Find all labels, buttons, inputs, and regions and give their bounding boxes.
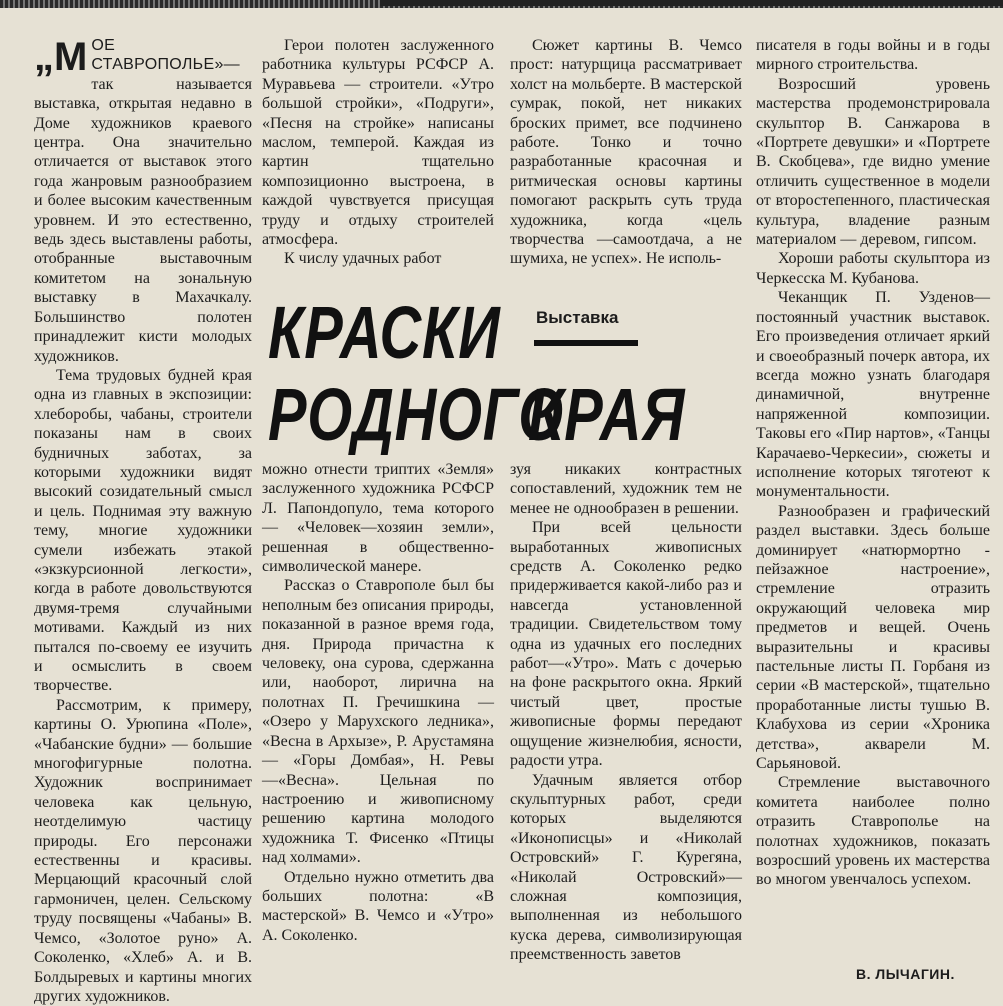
- paragraph: Чеканщик П. Узденов—постоянный участник выставок. Его произведения отличает яркий и своеобразный почерк автора, их всегда можно узнать благодаря динамичной, внутренне напряженной композиции. Таковы его «Пир нартов», «Танцы Карачаево-Черкесии», сюжеты и исполнение которых тяготеют к монументальности.: [756, 289, 990, 501]
- paragraph: Герои полотен заслуженного работника культуры РСФСР А. Муравьева — строители. «Утро большой стройки», «Подруги», «Песня на стройке» написаны маслом, темперой. Каждая из картин тщательно композиционно выстроена, в каждой чувствуется присущая труду и отдыху строителей атмосфера.: [262, 37, 494, 249]
- paragraph: Возросший уровень мастерства продемонстрировала скульптор В. Санжарова в «Портрете девушки» и «Портрете В. Скобцева», где видно умение отличить существенное в модели от второстепенного, пластическая культура, владение разным материалом — деревом, гипсом.: [756, 75, 990, 249]
- paragraph: Рассмотрим, к примеру, картины О. Урюпина «Поле», «Чабанские будни» — большие многофигурные полотна. Художник воспринимает человека как цельную, неотделимую частицу природы. Его персонажи естественны и красивы. Мерцающий красочный слой гармоничен, целен. Сельскому труду посвящены «Чабаны» В. Чемсо, «Золотое руно» А. Соколенко, «Хлеб» А. и В. Болдыревых и картины многих других художников.: [34, 696, 252, 1005]
- paragraph: При всей цельности выработанных живописных средств А. Соколенко редко придерживается какой-либо раз и навсегда установленной традиции. Свидетельством тому одна из удачных его последних работ—«Утро». Мать с дочерью на фоне раскрытого окна. Яркий чистый цвет, простые живописные формы передают ощущение жизнелюбия, ясности, радости утра.: [510, 519, 742, 770]
- author-signature: В. ЛЫЧАГИН.: [856, 966, 955, 982]
- paragraph: Хороши работы скульптора из Черкесска М. Кубанова.: [756, 250, 990, 287]
- paragraph: можно отнести триптих «Земля» заслуженного художника РСФСР Л. Папондопуло, тема которого — «Человек—хозяин земли», решенная в общественно-символической манере.: [262, 461, 494, 576]
- paragraph: Рассказ о Ставрополе был бы неполным без описания природы, показанной в разное время года, дня. Природа причастна к человеку, она сурова, сдержанна или, наоборот, лирична на полотнах П. Гречишкина — «Озеро у Марухского ледника», «Весна в Архызе», Р. Арустамяна — «Горы Домбая», Н. Ревы—«Весна». Цельная по настроению и живописному решению картина молодого художника Т. Фисенко «Птицы над холмами».: [262, 577, 494, 867]
- headline-line-1: КРАСКИ: [268, 291, 501, 374]
- article-column-2-bottom: [262, 460, 494, 945]
- paragraph: так называется выставка, открытая недавно в Доме художников краевого центра. Она значительно отличается от выставок этого года жанровым разнообразием и более высоким качественным уровнем. И это естественно, ведь здесь выставлены работы, отобранные выставочным комитетом на зональную выставку в Махачкалу. Большинство полотен принадлежит кисти молодых художников.: [34, 75, 252, 365]
- dropcap: „М: [34, 35, 88, 79]
- paragraph: Отдельно нужно отметить два больших полотна: «В мастерской» В. Чемсо и «Утро» А. Соколенко.: [262, 868, 494, 944]
- lead-caps: ОЕ СТАВРОПОЛЬЕ»—: [91, 37, 240, 74]
- page-top-bar: [380, 0, 1003, 6]
- paragraph: К числу удачных работ: [284, 250, 442, 268]
- article-column-2-top: [262, 36, 494, 269]
- paragraph: зуя никаких контрастных сопоставлений, художник тем не менее не однообразен в решении.: [510, 461, 742, 517]
- article-column-4: [756, 36, 990, 890]
- rubric-underline: [534, 340, 638, 346]
- headline-line-2: РОДНОГО: [268, 373, 564, 456]
- paragraph: Тема трудовых будней края одна из главных в экспозиции: хлеборобы, чабаны, строители показаны нам в своих будничных заботах, за которыми художники видят высокий созидательный смысл и цель. Поднимая эту важную тему, многие художники сумели избежать этакой «экзкурсионной легкости», когда в работе довольствуются двумя-тремя случайными мотивами. Каждый из них пытался по-своему ее изучить и осмыслить в своем творчестве.: [34, 366, 252, 695]
- lead-paragraph: [34, 36, 252, 366]
- paragraph: Сюжет картины В. Чемсо прост: натурщица рассматривает холст на мольберте. В мастерской сумрак, покой, нет никаких броских примет, все подчинено работе. Тонко и точно разработанные красочная и ритмическая основы картины помогают раскрыть суть труда художника, когда «цель творчества —самоотдача, а не шумиха, не успех». Не исполь-: [510, 37, 742, 268]
- paragraph: писателя в годы войны и в годы мирного строительства.: [756, 37, 990, 74]
- paragraph: Стремление выставочного комитета наиболее полно отразить Ставрополье на полотнах художников, показать возросший уровень их мастерства во многом увенчалось успехом.: [756, 774, 990, 889]
- paragraph: Разнообразен и графический раздел выставки. Здесь больше доминирует «натюрмортно - пейзажное настроение», стремление отразить окружающий человека мир предметов и вещей. Очень выразительны и красивы пастельные листы П. Горбаня из серии «В мастерской», тщательно проработанные листы тушью В. Клабухова из серии «Хроника детства», акварели М. Сарьяновой.: [756, 502, 990, 773]
- rubric-label: Выставка: [536, 308, 619, 327]
- headline-block: [262, 292, 742, 458]
- article-column-3-top: [510, 36, 742, 269]
- article-column-1: [34, 36, 252, 1006]
- article-column-3-bottom: [510, 460, 742, 965]
- headline-line-3: КРАЯ: [528, 373, 686, 456]
- paragraph: Удачным является отбор скульптурных работ, среди которых выделяются «Иконописцы» и «Николай Островский» Г. Курегяна, «Николай Островский»—сложная композиция, выполненная из небольшого куска дерева, символизирующая преемственность заветов: [510, 771, 742, 964]
